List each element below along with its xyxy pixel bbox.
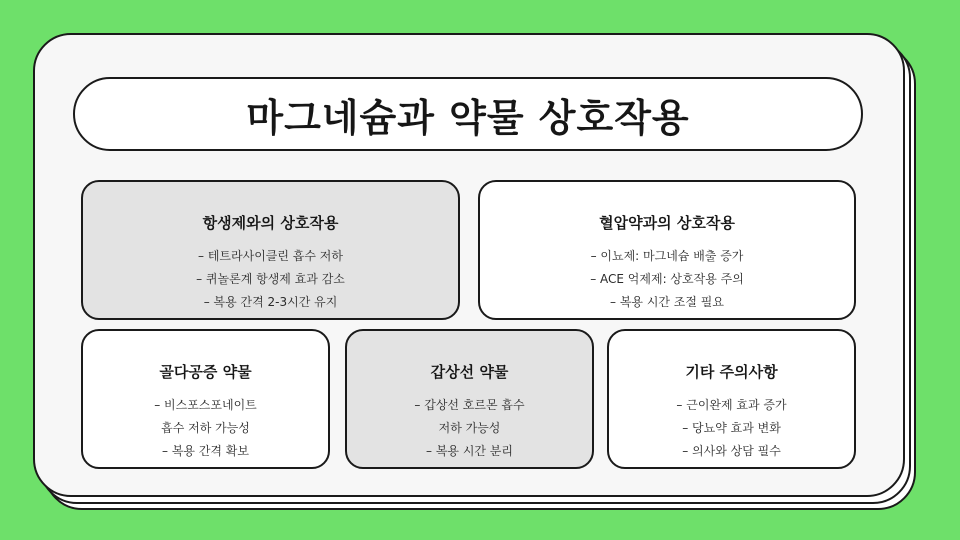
list-item: – 갑상선 호르몬 흡수 <box>414 398 525 412</box>
list-item: 흡수 저하 가능성 <box>161 421 250 435</box>
card-heading: 골다공증 약물 <box>159 363 252 381</box>
list-item: – 의사와 상담 필수 <box>682 444 781 458</box>
list-item: – 복용 간격 확보 <box>162 444 249 458</box>
page-title: 마그네슘과 약물 상호작용 <box>246 95 690 140</box>
list-item: – 복용 시간 분리 <box>426 444 513 458</box>
card-list <box>154 394 257 463</box>
card-heading: 항생제와의 상호작용 <box>202 214 339 232</box>
list-item: – 비스포스포네이트 <box>154 398 257 412</box>
card-list <box>676 394 786 463</box>
card-heading: 기타 주의사항 <box>685 363 778 381</box>
card-list <box>590 245 744 314</box>
list-item: 저하 가능성 <box>438 421 501 435</box>
card-heading: 혈압약과의 상호작용 <box>599 214 735 232</box>
title-banner <box>73 77 863 151</box>
list-item: – 퀴놀론계 항생제 효과 감소 <box>196 272 345 286</box>
list-item: – 복용 간격 2-3시간 유지 <box>203 295 338 309</box>
card-antibiotics <box>81 180 460 320</box>
card-thyroid <box>345 329 594 469</box>
list-item: – 테트라사이클린 흡수 저하 <box>198 249 343 263</box>
list-item: – 당뇨약 효과 변화 <box>682 421 781 435</box>
card-list <box>414 394 524 463</box>
list-item: – 근이완제 효과 증가 <box>676 398 787 412</box>
list-item: – 복용 시간 조절 필요 <box>610 295 724 309</box>
card-blood-pressure <box>478 180 856 320</box>
card-osteoporosis <box>81 329 330 469</box>
list-item: – ACE 억제제: 상호작용 주의 <box>590 272 744 286</box>
list-item: – 이뇨제: 마그네슘 배출 증가 <box>590 249 744 263</box>
card-heading: 갑상선 약물 <box>430 363 509 381</box>
card-other-precautions <box>607 329 856 469</box>
card-list <box>196 245 345 314</box>
